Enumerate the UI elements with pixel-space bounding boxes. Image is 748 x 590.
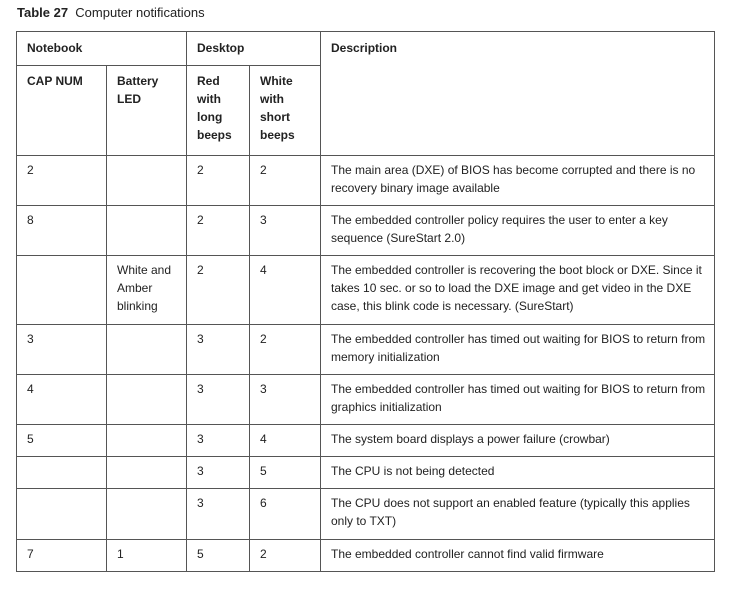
table-row xyxy=(17,256,715,325)
battery-led-cell xyxy=(107,425,187,457)
description-cell: The embedded controller is recovering the boot block or DXE. Since it takes 10 sec. or so to load the DXE image and get video in the DXE case, this blink code is necessary. (SureStart) xyxy=(321,256,715,325)
table-row xyxy=(17,206,715,256)
white-beeps-cell: 2 xyxy=(250,325,321,375)
header-notebook: Notebook xyxy=(17,32,187,66)
notifications-table xyxy=(16,31,715,572)
battery-led-cell xyxy=(107,206,187,256)
red-beeps-cell: 3 xyxy=(187,325,250,375)
battery-led-cell xyxy=(107,489,187,540)
header-desktop: Desktop xyxy=(187,32,321,66)
red-beeps-cell: 3 xyxy=(187,457,250,489)
white-beeps-cell: 4 xyxy=(250,256,321,325)
red-beeps-cell: 2 xyxy=(187,156,250,206)
red-beeps-cell: 5 xyxy=(187,540,250,572)
battery-led-cell xyxy=(107,156,187,206)
cap-num-cell: 7 xyxy=(17,540,107,572)
battery-led-cell xyxy=(107,375,187,425)
table-row xyxy=(17,425,715,457)
red-beeps-cell: 2 xyxy=(187,206,250,256)
cap-num-cell: 3 xyxy=(17,325,107,375)
white-beeps-cell: 6 xyxy=(250,489,321,540)
description-cell: The main area (DXE) of BIOS has become corrupted and there is no recovery binary image available xyxy=(321,156,715,206)
description-cell: The embedded controller policy requires the user to enter a key sequence (SureStart 2.0) xyxy=(321,206,715,256)
cap-num-cell: 4 xyxy=(17,375,107,425)
header-white-short-beeps: White with short beeps xyxy=(250,66,321,156)
table-title: Computer notifications xyxy=(75,5,205,20)
red-beeps-cell: 2 xyxy=(187,256,250,325)
header-cap-num: CAP NUM xyxy=(17,66,107,156)
white-beeps-cell: 3 xyxy=(250,206,321,256)
header-battery-led: Battery LED xyxy=(107,66,187,156)
red-beeps-cell: 3 xyxy=(187,489,250,540)
table-number: Table 27 xyxy=(17,5,69,20)
table-caption xyxy=(17,4,205,22)
cap-num-cell: 8 xyxy=(17,206,107,256)
header-description: Description xyxy=(321,32,715,156)
white-beeps-cell: 2 xyxy=(250,540,321,572)
battery-led-cell xyxy=(107,325,187,375)
battery-led-cell: 1 xyxy=(107,540,187,572)
cap-num-cell: 5 xyxy=(17,425,107,457)
header-row-group xyxy=(17,32,715,66)
table-row xyxy=(17,540,715,572)
description-cell: The CPU does not support an enabled feature (typically this applies only to TXT) xyxy=(321,489,715,540)
white-beeps-cell: 2 xyxy=(250,156,321,206)
table-row xyxy=(17,489,715,540)
cap-num-cell xyxy=(17,489,107,540)
cap-num-cell: 2 xyxy=(17,156,107,206)
table-row xyxy=(17,375,715,425)
red-beeps-cell: 3 xyxy=(187,425,250,457)
white-beeps-cell: 3 xyxy=(250,375,321,425)
header-red-long-beeps: Red with long beeps xyxy=(187,66,250,156)
cap-num-cell xyxy=(17,256,107,325)
table-row xyxy=(17,156,715,206)
table-row xyxy=(17,325,715,375)
description-cell: The CPU is not being detected xyxy=(321,457,715,489)
description-cell: The system board displays a power failure (crowbar) xyxy=(321,425,715,457)
battery-led-cell xyxy=(107,457,187,489)
table-row xyxy=(17,457,715,489)
description-cell: The embedded controller has timed out waiting for BIOS to return from graphics initialization xyxy=(321,375,715,425)
battery-led-cell: White and Amber blinking xyxy=(107,256,187,325)
description-cell: The embedded controller has timed out waiting for BIOS to return from memory initialization xyxy=(321,325,715,375)
cap-num-cell xyxy=(17,457,107,489)
white-beeps-cell: 4 xyxy=(250,425,321,457)
red-beeps-cell: 3 xyxy=(187,375,250,425)
white-beeps-cell: 5 xyxy=(250,457,321,489)
description-cell: The embedded controller cannot find valid firmware xyxy=(321,540,715,572)
